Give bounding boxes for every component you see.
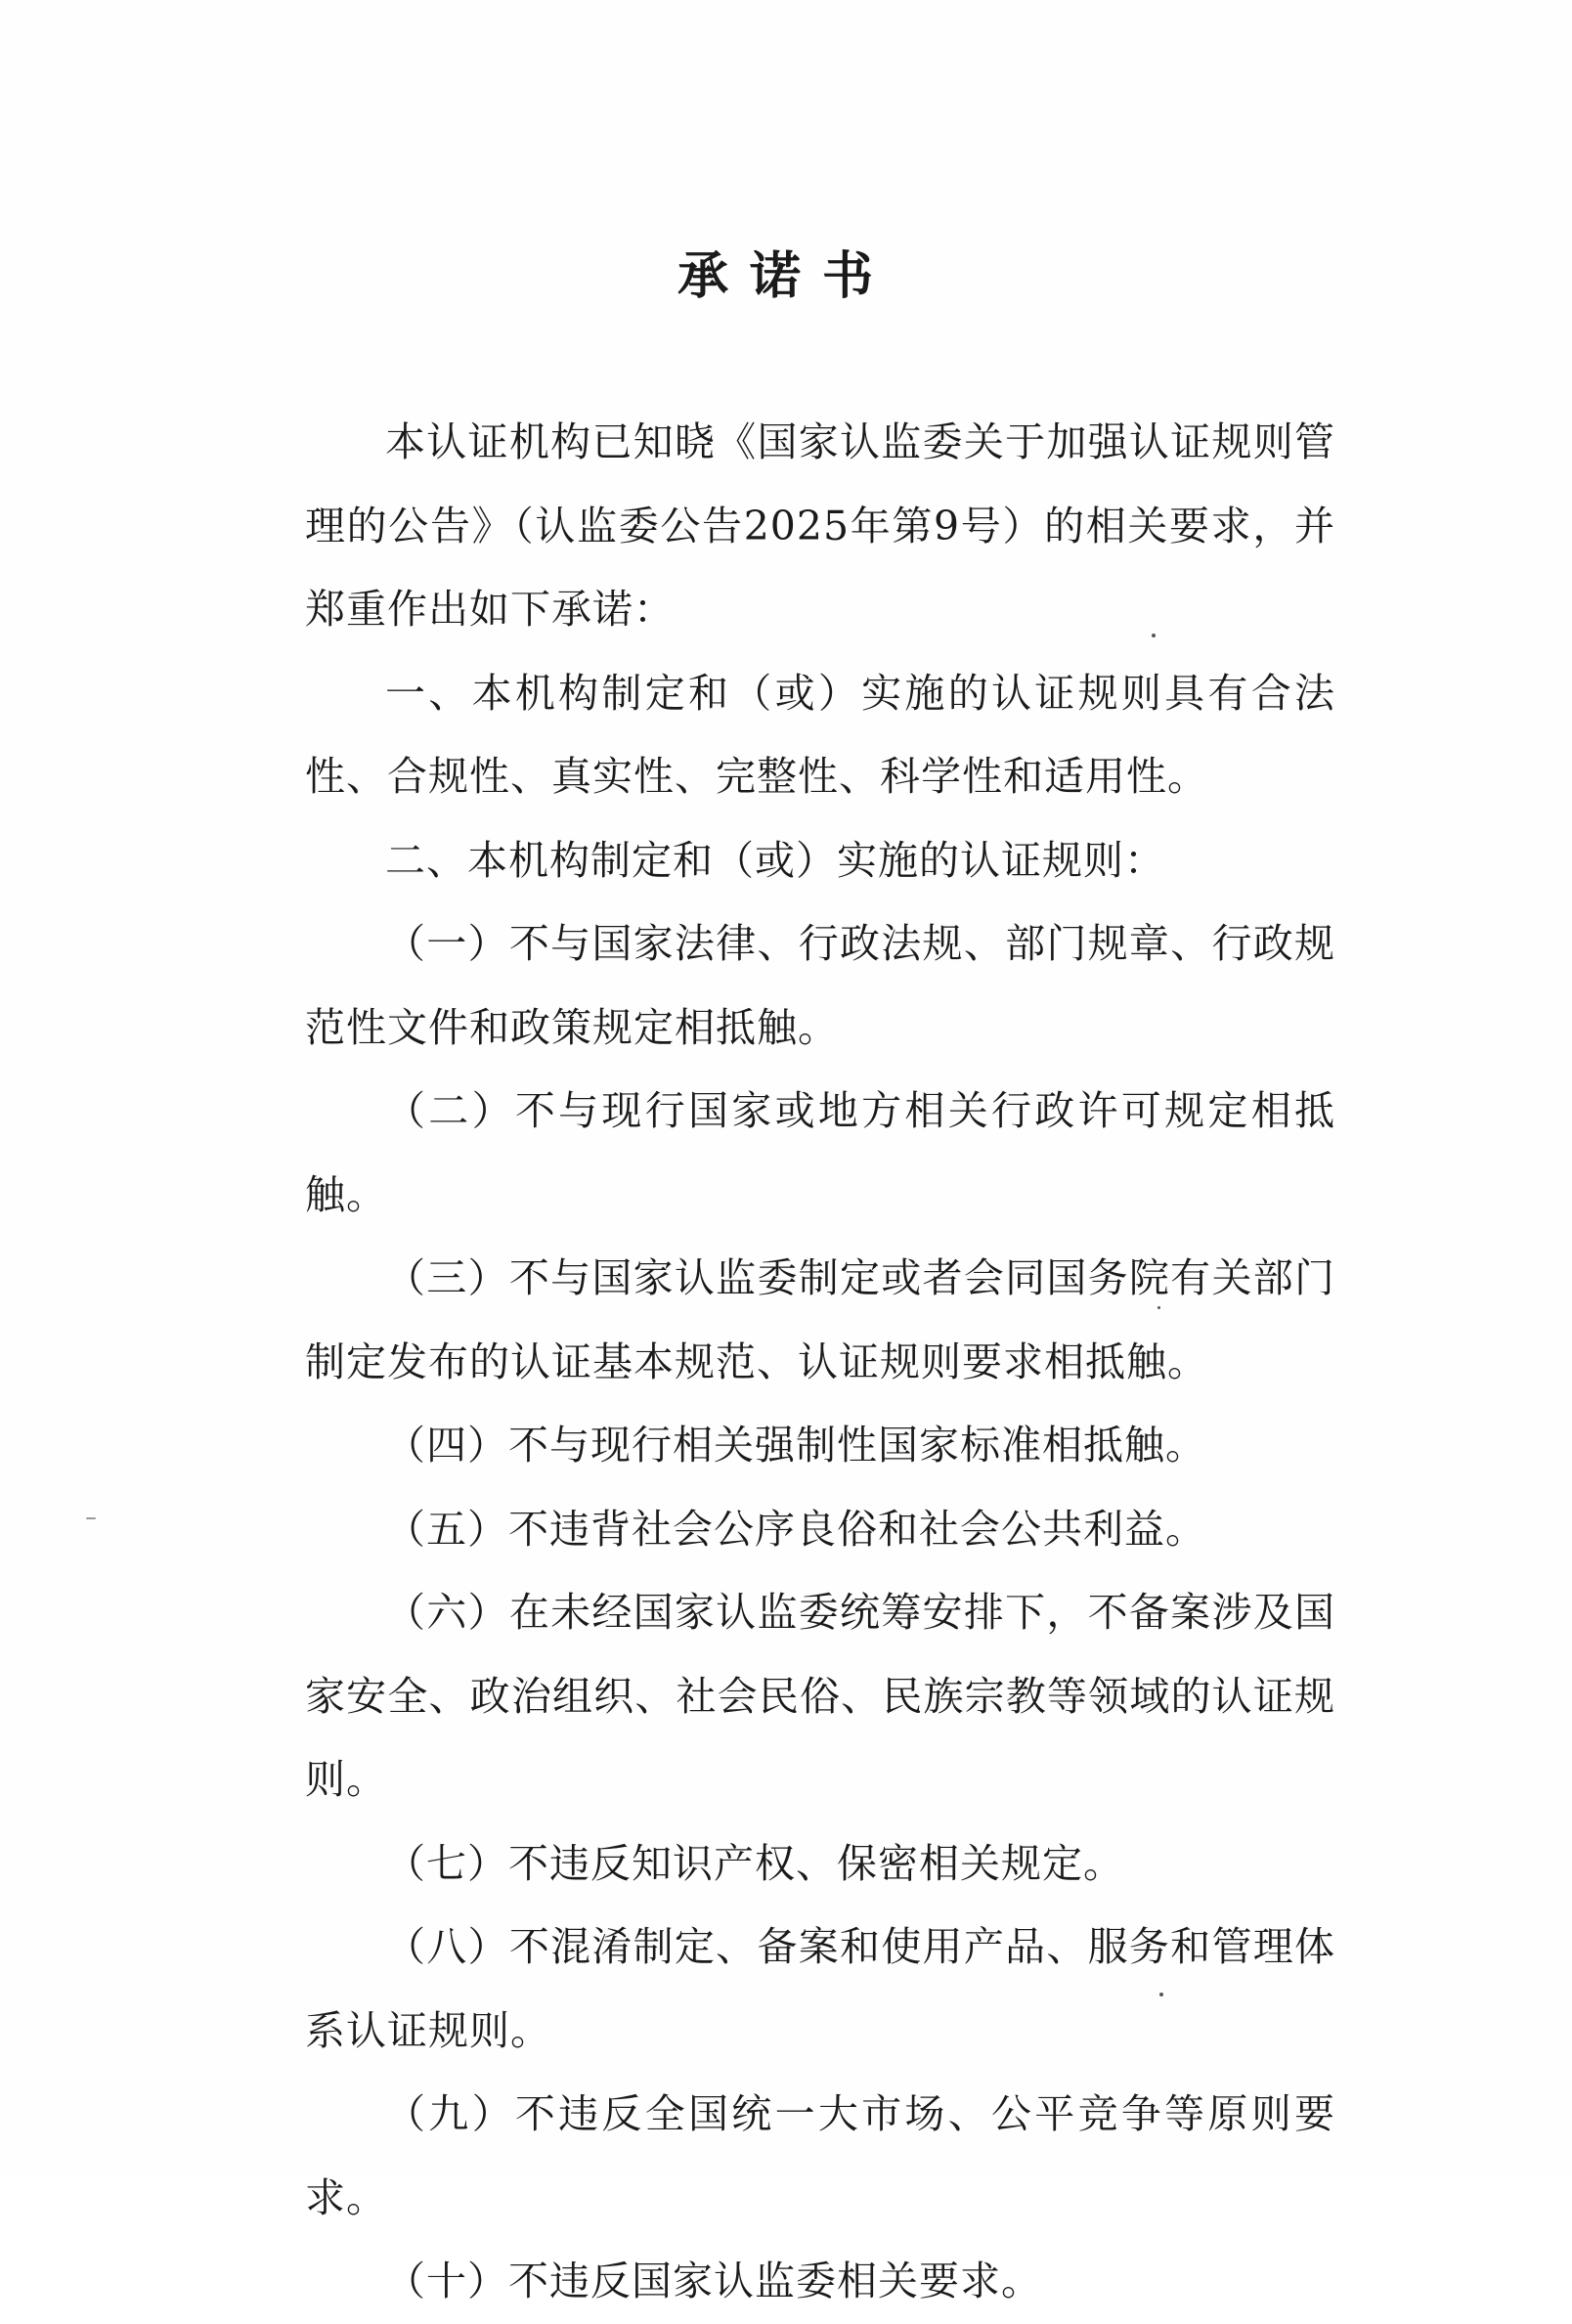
sub-item-10: （十）不违反国家认监委相关要求。 (385, 2258, 1042, 2304)
sub-item-2: （二）不与现行国家或地方相关行政许可规定相抵触。 (305, 1087, 1335, 1218)
commitment-2: 二、本机构制定和（或）实施的认证规则： (385, 836, 1165, 884)
sub-item-4: （四）不与现行相关强制性国家标准相抵触。 (385, 1422, 1206, 1469)
scan-speck (1159, 1993, 1163, 1996)
commitment-1: 一、本机构制定和（或）实施的认证规则具有合法性、合规性、真实性、完整性、科学性和适用性。 (305, 669, 1335, 800)
document-body (305, 401, 1335, 2324)
sub-item-1: （一）不与国家法律、行政法规、部门规章、行政规范性文件和政策规定相抵触。 (305, 920, 1335, 1051)
sub-item-6: （六）在未经国家认监委统筹安排下，不备案涉及国家安全、政治组织、社会民俗、民族宗教等领域的认证规则。 (305, 1589, 1335, 1803)
sub-item-3: （三）不与国家认监委制定或者会同国务院有关部门制定发布的认证基本规范、认证规则要求相抵触。 (305, 1254, 1335, 1385)
sub-item-9: （九）不违反全国统一大市场、公平竞争等原则要求。 (305, 2090, 1335, 2221)
sub-item-8: （八）不混淆制定、备案和使用产品、服务和管理体系认证规则。 (305, 1923, 1335, 2054)
sub-item-7: （七）不违反知识产权、保密相关规定。 (385, 1839, 1124, 1887)
document-title: 承诺书 (677, 247, 895, 306)
scan-speck (1152, 634, 1156, 637)
scan-speck (1157, 1306, 1160, 1309)
intro-paragraph: 本认证机构已知晓《国家认监委关于加强认证规则管理的公告》（认监委公告2025年第9号）的相关要求，并郑重作出如下承诺： (305, 418, 1335, 633)
sub-item-5: （五）不违背社会公序良俗和社会公共利益。 (385, 1505, 1206, 1553)
scan-speck (86, 1517, 96, 1519)
